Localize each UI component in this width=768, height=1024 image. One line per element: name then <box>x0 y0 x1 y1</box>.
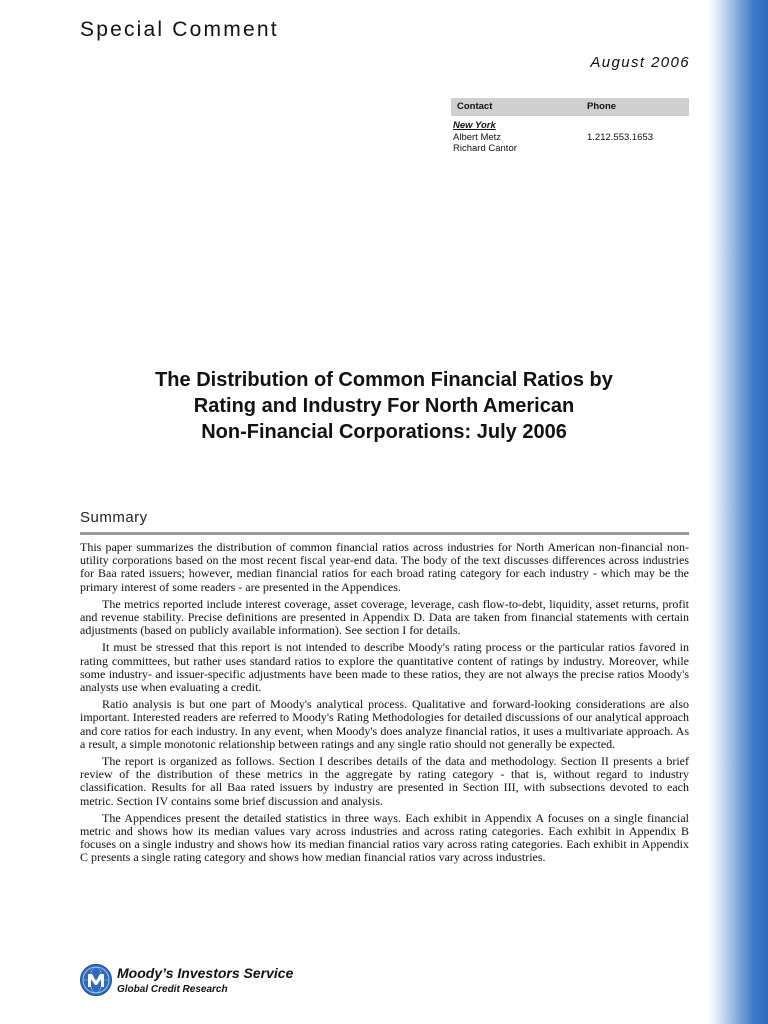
summary-paragraph: Ratio analysis is but one part of Moody's analytical process. Qualitative and forward-looking considerations are also important. Interested readers are referred to Moody's Rating Methodologies for detailed discussions of our analytical approach and core ratios for each industry. In any event, when Moody's does analyze financial ratios, it uses a multivariate approach. As a result, a simple monotonic relationship between ratings and any single ratio should not generally be expected. <box>80 697 689 751</box>
section-title: Special Comment <box>80 18 279 41</box>
title-line: The Distribution of Common Financial Ratios by <box>155 369 613 391</box>
title-line: Rating and Industry For North American <box>193 395 575 417</box>
document-title <box>70 367 698 445</box>
office-location: New York <box>453 120 496 131</box>
brand-name: Moody’s Investors Service <box>117 965 294 981</box>
contact-table-header <box>451 98 689 116</box>
moodys-m-globe-icon <box>80 964 112 996</box>
phone-column-header: Phone <box>587 101 617 112</box>
summary-body <box>80 541 689 869</box>
title-line: Non-Financial Corporations: July 2006 <box>201 421 567 443</box>
contact-table <box>451 98 689 160</box>
summary-paragraph: The report is organized as follows. Section I describes details of the data and methodology. Section II presents a brief review of the distribution of these metrics in the aggregate by rating category - that is, without regard to industry classification. Results for all Baa rated issuers by industry are presented in Section III, with subsections devoted to each metric. Section IV contains some brief discussion and analysis. <box>80 754 689 808</box>
blue-side-stripe <box>708 0 768 1024</box>
summary-paragraph: It must be stressed that this report is not intended to describe Moody's rating process or the particular ratios favored in rating committees, but rather uses standard ratios to explore the quantitative content of ratings by industry. Moreover, while some industry- and issuer-specific adjustments have been made to these ratios, they are not always the precise ratios Moody's analysts use when evaluating a credit. <box>80 640 689 695</box>
contact-person: Albert Metz <box>453 132 502 143</box>
contact-table-body <box>451 116 689 160</box>
contact-phone: 1.212.553.1653 <box>587 132 654 143</box>
contact-column-header: Contact <box>457 101 493 112</box>
summary-heading: Summary <box>80 509 148 526</box>
brand-division: Global Credit Research <box>117 984 228 995</box>
summary-paragraph: The metrics reported include interest coverage, asset coverage, leverage, cash flow-to-debt, liquidity, asset returns, profit and revenue stability. Precise definitions are presented in Appendix D. Data are taken from financial statements with certain adjustments (based on publicly available information). See section I for details. <box>80 596 689 638</box>
contact-person: Richard Cantor <box>453 143 517 154</box>
summary-paragraph: The Appendices present the detailed statistics in three ways. Each exhibit in Appendix A focuses on a single financial metric and shows how its median values vary across industries and across rating categories. Each exhibit in Appendix B focuses on a single industry and shows how its median financial ratios vary across rating categories. Each exhibit in Appendix C presents a single rating category and shows how median financial ratios vary across industries. <box>80 810 689 865</box>
publication-date: August 2006 <box>590 54 690 71</box>
summary-divider <box>80 532 689 535</box>
summary-paragraph: This paper summarizes the distribution of common financial ratios across industries for North American non-financial non-utility corporations based on the most recent fiscal year-end data. The body of the text discusses differences across industries for Baa rated issuers; however, median financial ratios for each broad rating category for each industry - which may be the primary interest of some readers - are presented in the Appendices. <box>80 540 689 594</box>
